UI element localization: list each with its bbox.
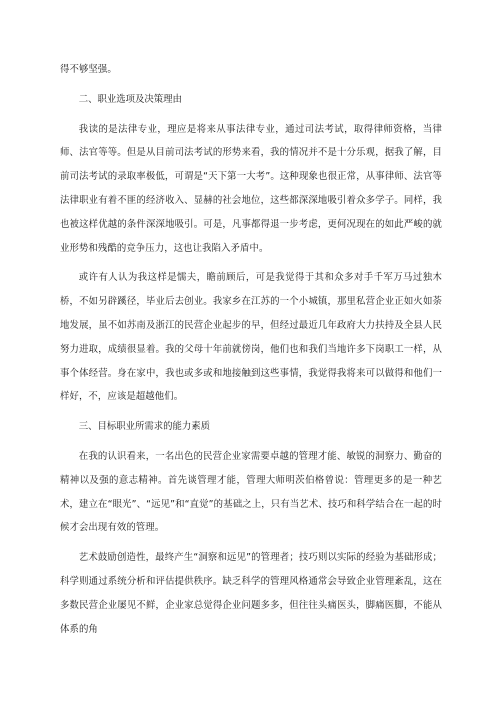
- section-heading: 二、职业选项及决策理由: [78, 93, 182, 105]
- body-paragraph: 艺术鼓励创造性，最终产生“洞察和远见”的管理者；技巧则以实际的经验为基础形成；科学则通过系统分析和评估提供秩序。缺乏科学的管理风格通常会导致企业管理紊乱，这在多数民营企业屡见不鲜，企业家总觉得企业问题多多，但往往头痛医头，脚痛医脚，不能从体系的角: [60, 552, 442, 635]
- body-paragraph: 在我的认识看来，一名出色的民营企业家需要卓越的管理才能、敏锐的洞察力、勤奋的精神以及强的意志精神。首先谈管理才能，管理大师明茨伯格曾说：管理更多的是一种艺术，建立在“眼光”、“远见”和“直觉”的基础之上，只有当艺术、技巧和科学结合在一起的时候才会出现有效的管理。: [60, 450, 442, 534]
- body-paragraph: 我读的是法律专业，理应是将来从事法律专业，通过司法考试，取得律师资格，当律师、法官等等。但是从目前司法考试的形势来看，我的情况并不是十分乐观，据我了解，目前司法考试的录取率极低，可谓是“天下第一大考”。这种现象也很正常，从事律师、法官等法律职业有着不匪的经济收入、显赫的社会地位，这些都深深地吸引着众多学子。同样，我也被这样优越的条件深深地吸引。可是，凡事都得退一步考虑，更何况现在的如此严峻的就业形势和残酷的竞争压力，这也让我陷入矛盾中。: [60, 123, 442, 254]
- section-heading: 三、目标职业所需求的能力素质: [78, 421, 211, 433]
- body-paragraph: 得不够坚强。: [60, 64, 117, 75]
- body-paragraph: 或许有人认为我这样是懦夫，瞻前顾后，可是我觉得于其和众多对手千军万马过独木桥，不如另辟蹊径，毕业后去创业。我家乡在江苏的一个小城镇，那里私营企业正如火如荼地发展，虽不如苏南及浙江的民营企业起步的早，但经过最近几年政府大力扶持及全县人民努力进取，成绩很显着。我的父母十年前就傍岗，他们也和我们当地许多下岗职工一样，从事个体经营。身在家中，我也或多或和地接触到这些事情，我觉得我将来可以做得和他们一样好，不，应该是超越他们。: [60, 272, 442, 403]
- document-body: [60, 58, 442, 647]
